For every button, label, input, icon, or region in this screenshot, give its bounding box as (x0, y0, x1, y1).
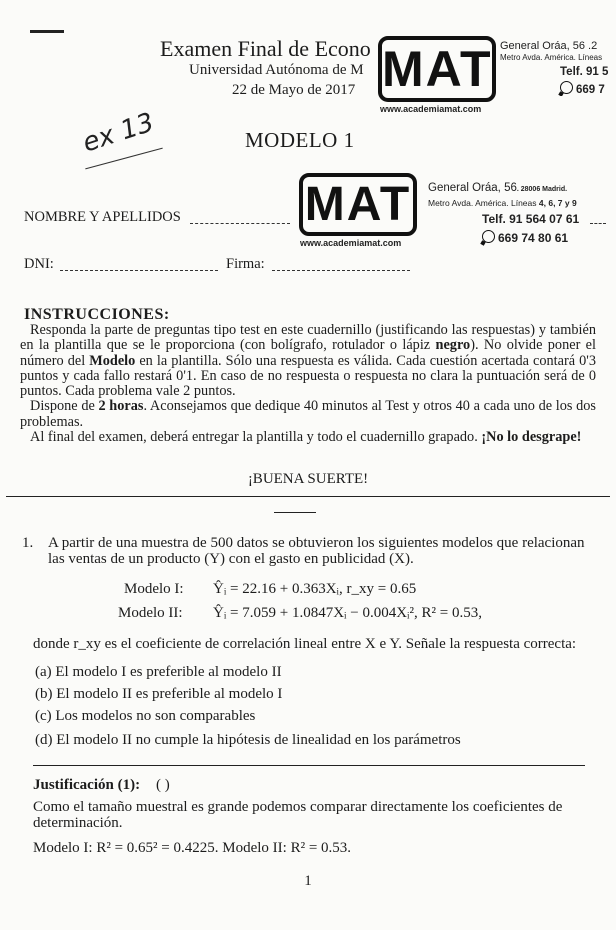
dni-input-line[interactable] (60, 270, 218, 271)
name-label: NOMBRE Y APELLIDOS (24, 209, 181, 225)
mat-logo-top-text: MAT (382, 41, 493, 97)
option-b[interactable]: (b) El modelo II es preferible al modelo I (35, 686, 283, 702)
justification-calculation: Modelo I: R² = 0.65² = 0.4225. Modelo II: R² = 0.53. (33, 840, 352, 856)
top-whatsapp: 669 7 (576, 84, 605, 96)
main-metro-row (428, 198, 579, 208)
mat-logo-main-text: MAT (304, 178, 412, 231)
top-whatsapp-row (500, 81, 616, 96)
justification-heading: Justificación (1): (33, 777, 141, 793)
instr-p1-b: ). No olvide poner el número del (20, 337, 596, 369)
mat-logo-main (299, 173, 417, 236)
main-whatsapp-row (428, 230, 579, 245)
justification-text: Como el tamaño muestral es grande podemos comparar directamente los coeficientes de determinación. (33, 799, 563, 831)
instructions-paragraph-2 (20, 399, 596, 430)
model2-formula: Ŷᵢ = 7.059 + 1.0847Xᵢ − 0.004Xᵢ², R² = 0.53, (213, 605, 482, 621)
top-metro: Metro Avda. América. Líneas (500, 53, 603, 62)
question-followup: donde r_xy es el coeficiente de correlación lineal entre X e Y. Señale la respuesta correcta: (33, 636, 577, 652)
top-address: General Oráa, 56 .2 (500, 40, 598, 52)
instr-p2-a: Dispone de (30, 398, 99, 415)
top-phone: Telf. 91 5 (560, 66, 609, 78)
main-phone: Telf. 91 564 07 61 (482, 212, 580, 226)
exam-title: Examen Final de Econo (160, 36, 371, 61)
header-mark (30, 30, 64, 33)
question-number: 1. (22, 535, 34, 551)
main-address: General Oráa, 56 (428, 182, 517, 194)
justification-answer-box[interactable]: ( ) (156, 777, 170, 793)
good-luck: ¡BUENA SUERTE! (247, 471, 369, 487)
option-a[interactable]: (a) El modelo I es preferible al modelo II (35, 664, 282, 680)
handwritten-note: ex 13 (79, 107, 158, 159)
instructions-paragraph-3 (20, 430, 596, 445)
model1-formula: Ŷᵢ = 22.16 + 0.363Xᵢ, r_xy = 0.65 (213, 581, 417, 597)
main-address-small: . 28006 Madrid. (516, 186, 568, 193)
instructions-paragraph-1 (20, 323, 596, 399)
instr-p2-b: . Aconsejamos que dedique 40 minutos al Test y otros 40 a cada uno de los dos problemas. (20, 398, 596, 430)
section-divider (6, 496, 610, 497)
instr-p1-bold-modelo: Modelo (89, 352, 136, 369)
option-d[interactable]: (d) El modelo II no cumple la hipótesis de linealidad en los parámetros (35, 732, 461, 748)
whatsapp-icon (482, 230, 495, 243)
dni-label: DNI: (24, 256, 54, 272)
main-metro: Metro Avda. América. Líneas (428, 198, 537, 208)
instr-p1-c: en la plantilla. Sólo una respuesta es válida. Cada cuestión acertada contará 0'3 puntos y cada fallo restará 0'1. En caso de no respuesta o respuesta no clara la puntuación será de 0 puntos. Cada problema vale 2 puntos. (20, 352, 596, 400)
instr-p3-a: Al final del examen, deberá entregar la plantilla y todo el cuadernillo grapado. (30, 429, 482, 446)
mat-logo-main-website: www.academiamat.com (300, 238, 402, 248)
question-text: A partir de una muestra de 500 datos se obtuvieron los siguientes modelos que relacionan las ventas de un producto (Y) con el gasto en publicidad (X). (48, 535, 585, 567)
main-metro-lines: 4, 6, 7 y 9 (538, 198, 577, 208)
short-divider (274, 512, 316, 513)
whatsapp-icon (560, 81, 573, 94)
model2-label: Modelo II: (118, 605, 183, 621)
main-whatsapp: 669 74 80 61 (498, 231, 569, 245)
exam-date: 22 de Mayo de 2017 (232, 82, 356, 98)
option-c[interactable]: (c) Los modelos no son comparables (35, 708, 256, 724)
name-input-line-continued[interactable] (590, 223, 606, 224)
signature-input-line[interactable] (272, 270, 410, 271)
main-address-row (428, 178, 579, 196)
model-label: MODELO 1 (245, 128, 355, 152)
main-address-block (428, 178, 579, 245)
instructions-body (20, 323, 596, 445)
university-name: Universidad Autónoma de M (189, 62, 364, 78)
top-address-block (500, 40, 616, 96)
justification-divider (33, 765, 585, 766)
instructions-heading: INSTRUCCIONES: (24, 306, 170, 323)
mat-logo-top (378, 36, 496, 102)
instr-p2-bold-hours: 2 horas (98, 398, 144, 415)
instr-p3-bold: ¡No lo desgrape! (481, 429, 582, 446)
signature-label: Firma: (226, 256, 265, 272)
instr-p1-bold-negro: negro (435, 337, 471, 354)
model1-label: Modelo I: (124, 581, 184, 597)
name-input-line[interactable] (190, 223, 290, 224)
page-number: 1 (304, 873, 312, 889)
instr-p1-a: Responda la parte de preguntas tipo test en este cuadernillo (justificando las respuestas) y también en la plantilla que se le proporciona (con bolígrafo, rotulador o lápiz (20, 322, 596, 354)
mat-logo-top-website: www.academiamat.com (380, 104, 482, 114)
